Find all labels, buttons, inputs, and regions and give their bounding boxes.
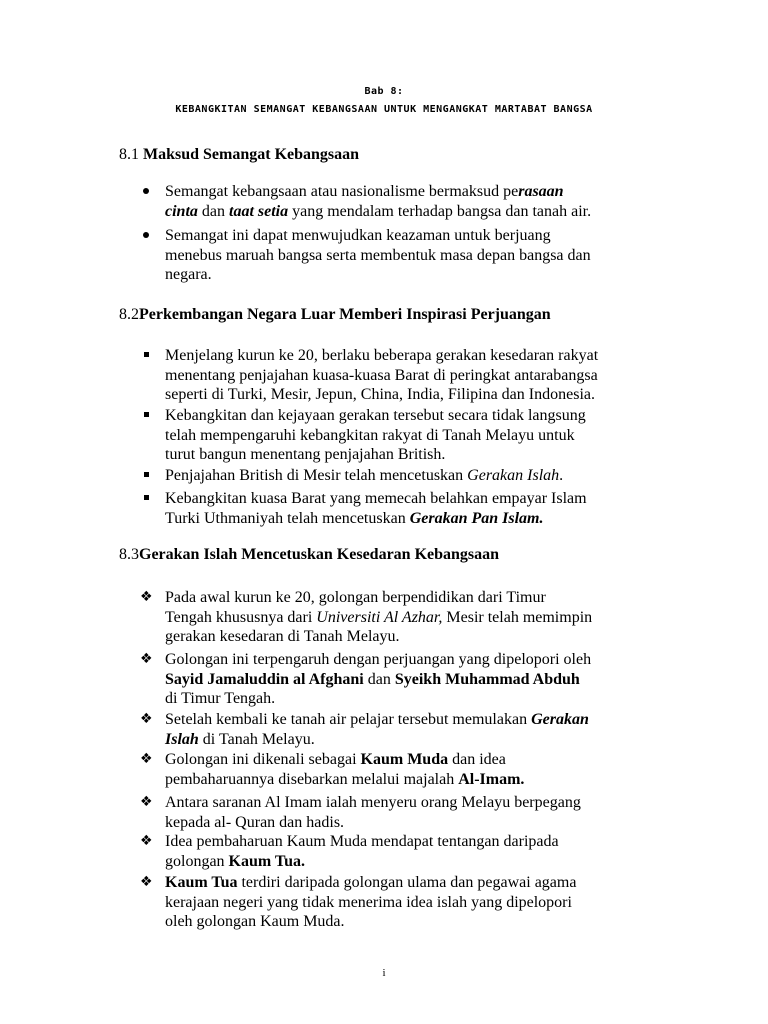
bullet-square-icon bbox=[140, 346, 158, 366]
diamond-star-bullet-icon: ❖ bbox=[140, 874, 153, 890]
chapter-label: Bab 8: bbox=[364, 86, 404, 97]
bullet-square-icon bbox=[140, 466, 158, 486]
diamond-star-bullet-icon: ❖ bbox=[140, 794, 153, 810]
list-item: ❖ Golongan ini dikenali sebagai Kaum Muda dan idea pembaharuannya disebarkan melalui majalah Al-Imam. bbox=[140, 751, 525, 788]
bullet-square-icon bbox=[140, 489, 158, 509]
section-number: 8.3 bbox=[119, 546, 139, 563]
bullet-dot-icon bbox=[140, 182, 158, 202]
list-item: Penjajahan British di Mesir telah mencetuskan Gerakan Islah. bbox=[165, 466, 665, 486]
list-item: Kebangkitan dan kejayaan gerakan tersebut secara tidak langsung telah mempengaruhi kebangkitan rakyat di Tanah Melayu untuk turut bangun menentang penjajahan British. bbox=[165, 406, 665, 465]
list-item: Kebangkitan kuasa Barat yang memecah belahkan empayar Islam Turki Uthmaniyah telah mencetuskan Gerakan Pan Islam. bbox=[165, 489, 665, 528]
bullet-dot-icon bbox=[140, 226, 158, 246]
list-item: Semangat kebangsaan atau nasionalisme bermaksud perasaan cinta dan taat setia yang mendalam terhadap bangsa dan tanah air. bbox=[165, 182, 665, 221]
section-heading-8-2 bbox=[119, 306, 551, 324]
diamond-star-bullet-icon: ❖ bbox=[140, 651, 153, 667]
list-item: ❖ Kaum Tua terdiri daripada golongan ulama dan pegawai agama kerajaan negeri yang tidak menerima idea islah yang dipelopori oleh golongan Kaum Muda. bbox=[140, 874, 577, 930]
section-title: Perkembangan Negara Luar Memberi Inspirasi Perjuangan bbox=[139, 306, 551, 323]
list-item: Semangat ini dapat menwujudkan keazaman untuk berjuang menebus maruah bangsa serta membentuk masa depan bangsa dan negara. bbox=[165, 226, 665, 285]
list-item: ❖ Antara saranan Al Imam ialah menyeru orang Melayu berpegang kepada al- Quran dan hadis. bbox=[140, 794, 581, 831]
section-number: 8.2 bbox=[119, 306, 139, 323]
list-item: ❖ Setelah kembali ke tanah air pelajar tersebut memulakan Gerakan Islah di Tanah Melayu. bbox=[140, 711, 589, 748]
section-heading-8-1 bbox=[119, 146, 359, 164]
list-item: ❖ Idea pembaharuan Kaum Muda mendapat tentangan daripada golongan Kaum Tua. bbox=[140, 833, 559, 870]
list-item: Menjelang kurun ke 20, berlaku beberapa gerakan kesedaran rakyat menentang penjajahan kuasa-kuasa Barat di peringkat antarabangsa seperti di Turki, Mesir, Jepun, China, India, Filipina dan Indonesia. bbox=[165, 346, 665, 405]
bullet-square-icon bbox=[140, 406, 158, 426]
chapter-title: KEBANGKITAN SEMANGAT KEBANGSAAN UNTUK MENGANGKAT MARTABAT BANGSA bbox=[175, 104, 593, 115]
diamond-star-bullet-icon: ❖ bbox=[140, 589, 153, 605]
section-heading-8-3 bbox=[119, 546, 499, 564]
diamond-star-bullet-icon: ❖ bbox=[140, 711, 153, 727]
list-item: ❖ Golongan ini terpengaruh dengan perjuangan yang dipelopori oleh Sayid Jamaluddin al Afghani dan Syeikh Muhammad Abduh di Timur Tengah. bbox=[140, 651, 592, 707]
section-title: Maksud Semangat Kebangsaan bbox=[143, 146, 360, 163]
diamond-star-bullet-icon: ❖ bbox=[140, 751, 153, 767]
page-number: i bbox=[382, 967, 386, 979]
list-item: ❖ Pada awal kurun ke 20, golongan berpendidikan dari Timur Tengah khususnya dari Universiti Al Azhar, Mesir telah memimpin gerakan kesedaran di Tanah Melayu. bbox=[140, 589, 593, 645]
section-number: 8.1 bbox=[119, 146, 139, 163]
section-title: Gerakan Islah Mencetuskan Kesedaran Kebangsaan bbox=[139, 546, 500, 563]
diamond-star-bullet-icon: ❖ bbox=[140, 833, 153, 849]
